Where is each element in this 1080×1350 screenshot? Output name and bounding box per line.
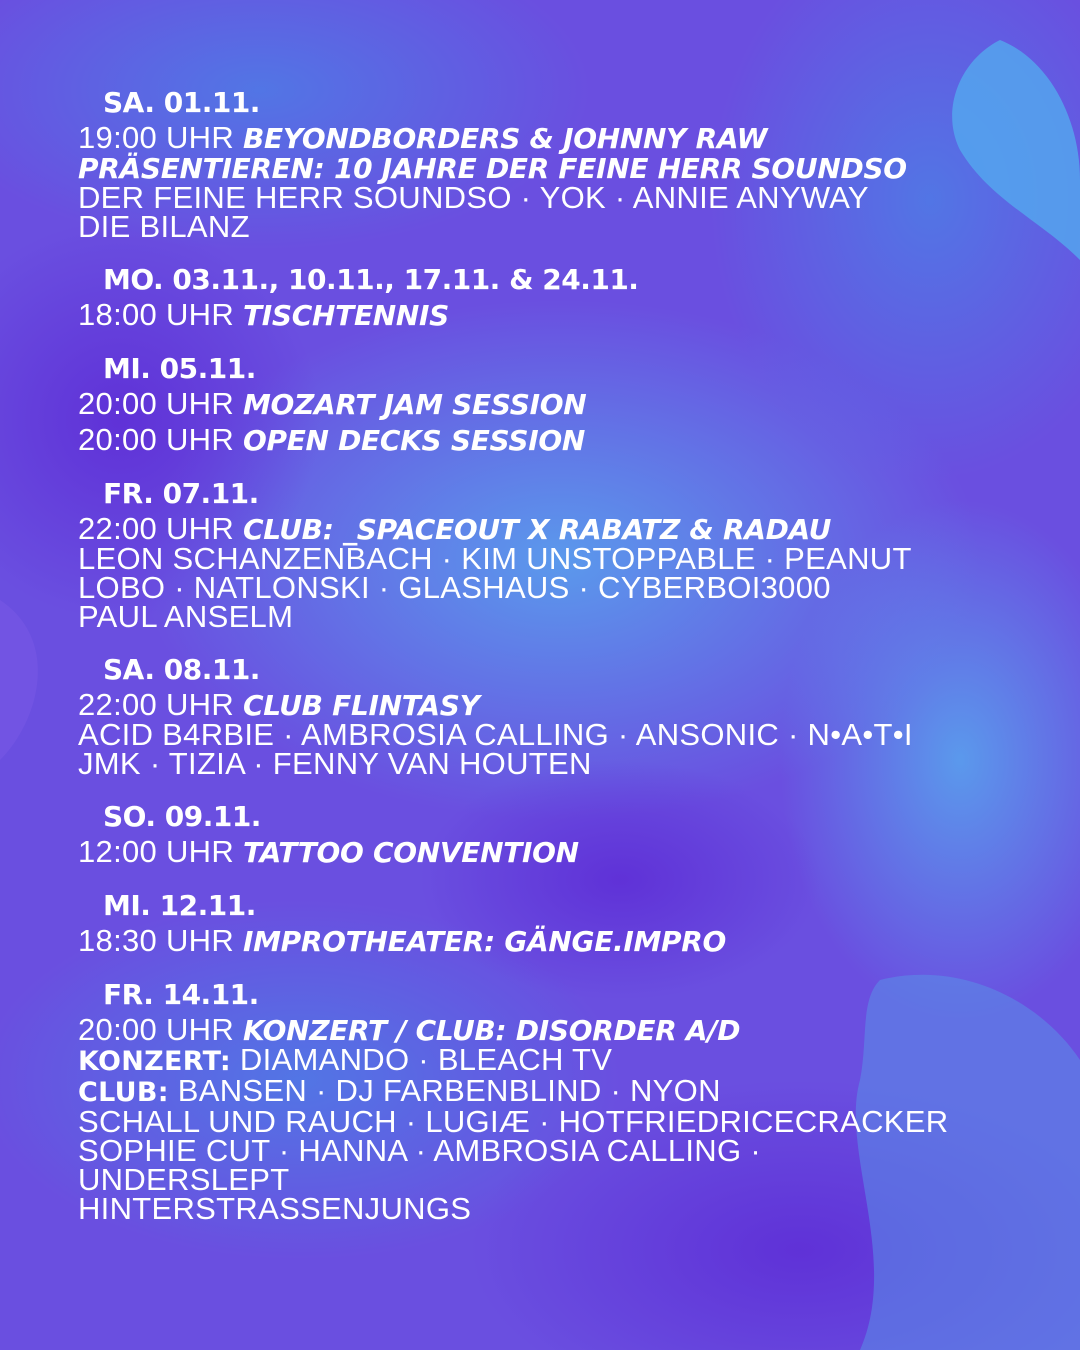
lineup-line: SOPHIE CUT · HANNA · AMBROSIA CALLING · [78, 1133, 761, 1168]
event-line [78, 511, 1038, 546]
event-title: KONZERT / CLUB: DISORDER A/D [242, 1014, 741, 1047]
event-title: TISCHTENNIS [242, 299, 450, 332]
event-line [78, 1012, 1038, 1047]
event-day-fr-14-11 [78, 978, 1038, 1226]
event-schedule [78, 86, 1038, 1245]
event-day-sa-08-11 [78, 653, 1038, 781]
event-date: FR. 07.11. [103, 477, 259, 510]
lineup-line: LOBO · NATLONSKI · GLASHAUS · CYBERBOI3000 [78, 570, 831, 605]
club-line [78, 1073, 1038, 1108]
event-title: BEYONDBORDERS & JOHNNY RAW [242, 122, 768, 155]
event-date: SA. 08.11. [103, 653, 260, 686]
event-title: OPEN DECKS SESSION [242, 424, 586, 457]
event-day-mi-05-11 [78, 352, 1038, 455]
event-line [78, 422, 1038, 457]
event-title: IMPROTHEATER: GÄNGE.IMPRO [242, 925, 727, 958]
konzert-acts: DIAMANDO · BLEACH TV [239, 1042, 613, 1077]
konzert-line [78, 1042, 1038, 1077]
konzert-label: KONZERT: [78, 1046, 231, 1077]
event-date: FR. 14.11. [103, 978, 259, 1011]
event-day-fr-07-11 [78, 477, 1038, 634]
event-title-part: PRÄSENTIEREN: 10 JAHRE DER FEINE HERR SOUNDSO [78, 152, 907, 185]
event-title: CLUB: _SPACEOUT X RABATZ & RADAU [242, 513, 832, 546]
event-date: MO. 03.11., 10.11., 17.11. & 24.11. [103, 263, 639, 296]
event-line [78, 297, 1038, 332]
event-time: 22:00 UHR [78, 511, 235, 546]
event-line [78, 386, 1038, 421]
lineup-line: JMK · TIZIA · FENNY VAN HOUTEN [78, 746, 592, 781]
event-date: MI. 05.11. [103, 352, 256, 385]
event-time: 20:00 UHR [78, 1012, 235, 1047]
lineup-line: UNDERSLEPT [78, 1162, 290, 1197]
event-time: 22:00 UHR [78, 687, 235, 722]
event-time: 20:00 UHR [78, 422, 235, 457]
event-title-continued [78, 153, 1038, 183]
lineup-line: LEON SCHANZENBACH · KIM UNSTOPPABLE · PEANUT [78, 541, 912, 576]
event-line [78, 687, 1038, 722]
event-title: TATTOO CONVENTION [242, 836, 579, 869]
event-time: 20:00 UHR [78, 386, 235, 421]
lineup-line: HINTERSTRASSENJUNGS [78, 1191, 472, 1226]
event-date: SO. 09.11. [103, 800, 261, 833]
event-line [78, 120, 1038, 155]
club-acts: BANSEN · DJ FARBENBLIND · NYON [177, 1073, 721, 1108]
lineup-line: DIE BILANZ [78, 209, 250, 244]
event-line [78, 923, 1038, 958]
event-time: 18:30 UHR [78, 923, 235, 958]
event-date: SA. 01.11. [103, 86, 260, 119]
event-time: 12:00 UHR [78, 834, 235, 869]
event-date: MI. 12.11. [103, 889, 256, 922]
lineup-line: ACID B4RBIE · AMBROSIA CALLING · ANSONIC · N•A•T•I [78, 717, 913, 752]
club-label: CLUB: [78, 1077, 169, 1108]
event-day-so-09-11 [78, 800, 1038, 867]
lineup-line: PAUL ANSELM [78, 599, 294, 634]
event-day-sa-01-11 [78, 86, 1038, 244]
event-line [78, 834, 1038, 869]
event-day-mi-12-11 [78, 889, 1038, 956]
event-title: CLUB FLINTASY [242, 689, 480, 722]
event-day-mo-03-11 [78, 263, 1038, 330]
event-title: MOZART JAM SESSION [242, 388, 587, 421]
lineup-line: DER FEINE HERR SOUNDSO · YOK · ANNIE ANYWAY [78, 180, 869, 215]
lineup-line: SCHALL UND RAUCH · LUGIÆ · HOTFRIEDRICECRACKER [78, 1104, 949, 1139]
event-time: 19:00 UHR [78, 120, 235, 155]
event-time: 18:00 UHR [78, 297, 235, 332]
